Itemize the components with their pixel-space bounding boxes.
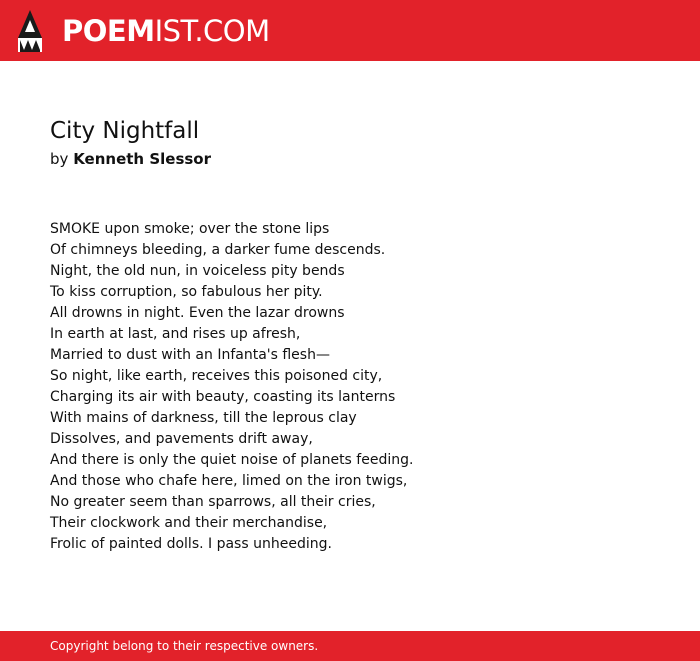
poem-line: SMOKE upon smoke; over the stone lips (50, 221, 330, 237)
poem-line: With mains of darkness, till the leprous clay (50, 410, 357, 426)
poem-line: So night, like earth, receives this poisoned city, (50, 368, 383, 384)
poem-line: Night, the old nun, in voiceless pity bends (50, 263, 345, 279)
poem-line: And those who chafe here, limed on the iron twigs, (50, 473, 408, 489)
site-header (0, 0, 700, 61)
poem-line: To kiss corruption, so fabulous her pity. (50, 284, 323, 300)
poem-line: All drowns in night. Even the lazar drowns (50, 305, 345, 321)
poem-line: And there is only the quiet noise of planets feeding. (50, 452, 414, 468)
copyright-text: Copyright belong to their respective owners. (50, 639, 319, 653)
author-name: Kenneth Slessor (73, 150, 211, 168)
poem-body (50, 219, 413, 555)
by-label: by (50, 150, 69, 168)
poem-line: Married to dust with an Infanta's flesh— (50, 347, 330, 363)
brand-bold: POEM (62, 14, 155, 48)
poem-line: No greater seem than sparrows, all their cries, (50, 494, 376, 510)
poem-line: Frolic of painted dolls. I pass unheeding. (50, 536, 332, 552)
poem-line: Charging its air with beauty, coasting its lanterns (50, 389, 396, 405)
poem-line: Their clockwork and their merchandise, (50, 515, 328, 531)
site-footer (0, 631, 700, 661)
poem-line: In earth at last, and rises up afresh, (50, 326, 301, 342)
poem-line: Dissolves, and pavements drift away, (50, 431, 313, 447)
poem-line: Of chimneys bleeding, a darker fume descends. (50, 242, 386, 258)
poem-title: City Nightfall (50, 118, 200, 144)
pencil-tip-icon[interactable] (18, 10, 42, 52)
byline (50, 149, 211, 169)
brand-light: IST.COM (154, 14, 270, 48)
site-logo[interactable] (62, 13, 270, 49)
